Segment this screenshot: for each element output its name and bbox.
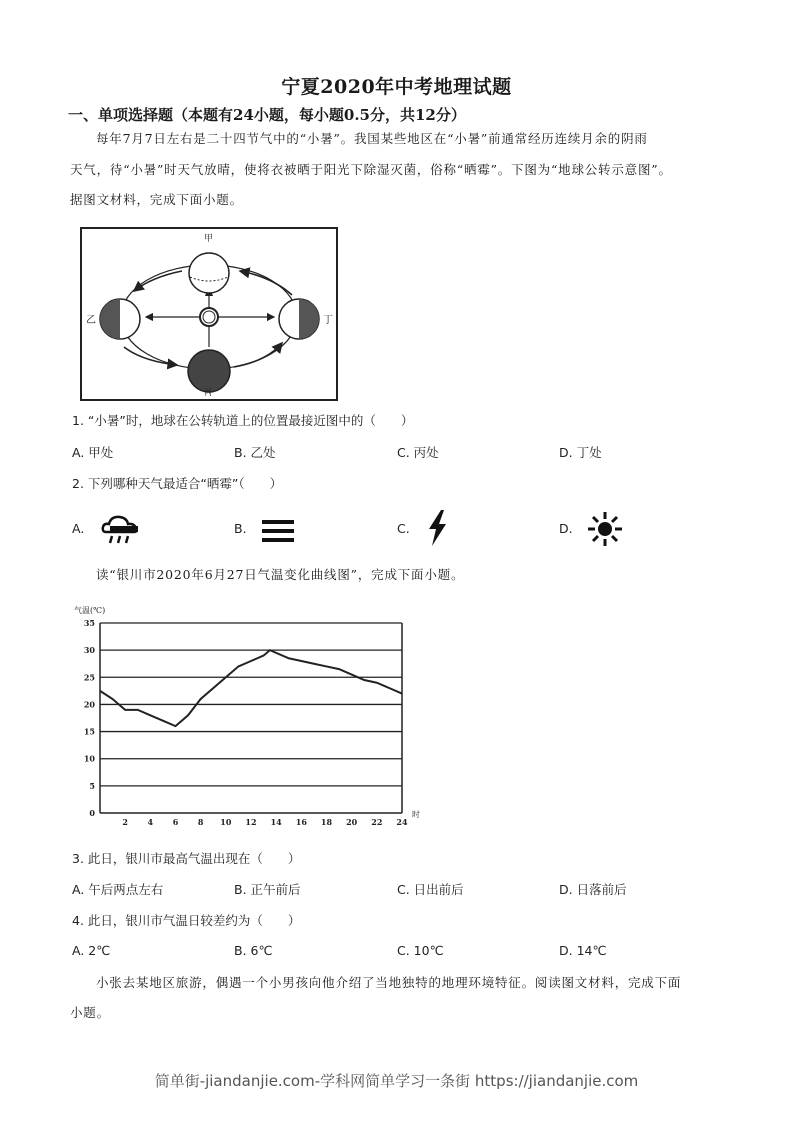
label-ding: 丁 [323,315,333,326]
x-tick-label: 16 [295,817,307,827]
q2-option-b[interactable]: B. [234,521,247,536]
q4-option-b[interactable]: B. 6℃ [234,943,273,958]
earth-orbit-figure [80,227,338,401]
label-bing: 丙 [204,388,212,397]
q1-option-d[interactable]: D. 丁处 [559,445,602,460]
q2-option-a[interactable]: A. [72,521,85,536]
question-2-stem: 2. 下列哪种天气最适合“晒霉”（ ） [72,476,283,491]
intro-line: 小张去某地区旅游，偶遇一个小男孩向他介绍了当地独特的地理环境特征。阅读图文材料，完成下面 [96,975,682,990]
x-axis-label: 时 [412,810,420,819]
y-tick-label: 15 [83,726,95,737]
lightning-icon [425,510,449,550]
q1-option-a[interactable]: A. 甲处 [72,445,114,460]
q3-option-c[interactable]: C. 日出前后 [397,882,464,897]
sunny-icon [586,510,624,552]
question-1-stem: 1. “小暑”时，地球在公转轨道上的位置最接近图中的（ ） [72,413,414,428]
q3-option-b[interactable]: B. 正午前后 [234,882,301,897]
y-tick-label: 5 [89,780,95,791]
intro-paragraph-1 [70,124,730,154]
fog-icon [262,518,294,548]
y-tick-label: 20 [83,699,95,710]
x-tick-label: 12 [245,817,257,827]
q2-option-d[interactable]: D. [559,521,573,536]
q1-option-b[interactable]: B. 乙处 [234,445,276,460]
x-tick-label: 10 [220,817,232,827]
intro-line: 每年7月7日左右是二十四节气中的“小暑”。我国某些地区在“小暑”前通常经历连续月余的阴雨 [96,131,648,146]
temperature-line-chart [72,603,432,828]
label-jia: 甲 [204,234,214,244]
intro-paragraph-3b [70,998,730,1028]
footer-watermark: 简单街-jiandanjie.com-学科网简单学习一条街 https://jiandanjie.com [154,1072,639,1090]
y-tick-label: 35 [83,618,95,628]
intro-paragraph-3 [70,968,730,998]
q4-option-c[interactable]: C. 10℃ [397,943,444,958]
q1-option-c[interactable]: C. 丙处 [397,445,439,460]
page-title: 宁夏2020年中考地理试题 [281,76,512,98]
q4-option-a[interactable]: A. 2℃ [72,943,111,958]
question-3-stem: 3. 此日，银川市最高气温出现在（ ） [72,851,301,866]
rain-cloud-icon [100,512,142,550]
q3-option-a[interactable]: A. 午后两点左右 [72,882,164,897]
q4-option-d[interactable]: D. 14℃ [559,943,607,958]
q2-option-c[interactable]: C. [397,521,410,536]
y-tick-label: 30 [83,645,95,656]
intro-line: 天气，待“小暑”时天气放晴，使将衣被晒于阳光下除湿灭菌，俗称“晒霉”。下图为“地球公转示意图”。 [70,162,672,177]
x-tick-label: 4 [147,817,154,827]
x-tick-label: 24 [396,817,408,827]
x-tick-label: 8 [197,817,204,827]
intro-line: 小题。 [70,1005,110,1020]
x-tick-label: 6 [172,817,179,827]
label-yi: 乙 [86,315,96,326]
question-4-stem: 4. 此日，银川市气温日较差约为（ ） [72,913,301,928]
x-tick-label: 18 [320,817,333,827]
y-axis-label: 气温(℃) [74,606,106,615]
x-tick-label: 2 [122,817,128,827]
intro-paragraph-1b [70,155,730,215]
intro-paragraph-2: 读“银川市2020年6月27日气温变化曲线图”，完成下面小题。 [96,567,465,582]
x-tick-label: 22 [371,817,383,827]
temperature-chart [72,603,432,828]
y-tick-label: 0 [89,808,95,818]
y-tick-label: 10 [83,753,95,764]
temperature-series-line [100,650,402,726]
orbit-diagram [82,229,336,399]
section-heading: 一、单项选择题（本题有24小题，每小题0.5分，共12分） [68,106,466,124]
x-tick-label: 20 [346,817,358,827]
q3-option-d[interactable]: D. 日落前后 [559,882,627,897]
x-tick-label: 14 [270,817,282,827]
intro-line: 据图文材料，完成下面小题。 [70,192,243,207]
y-tick-label: 25 [83,672,95,683]
